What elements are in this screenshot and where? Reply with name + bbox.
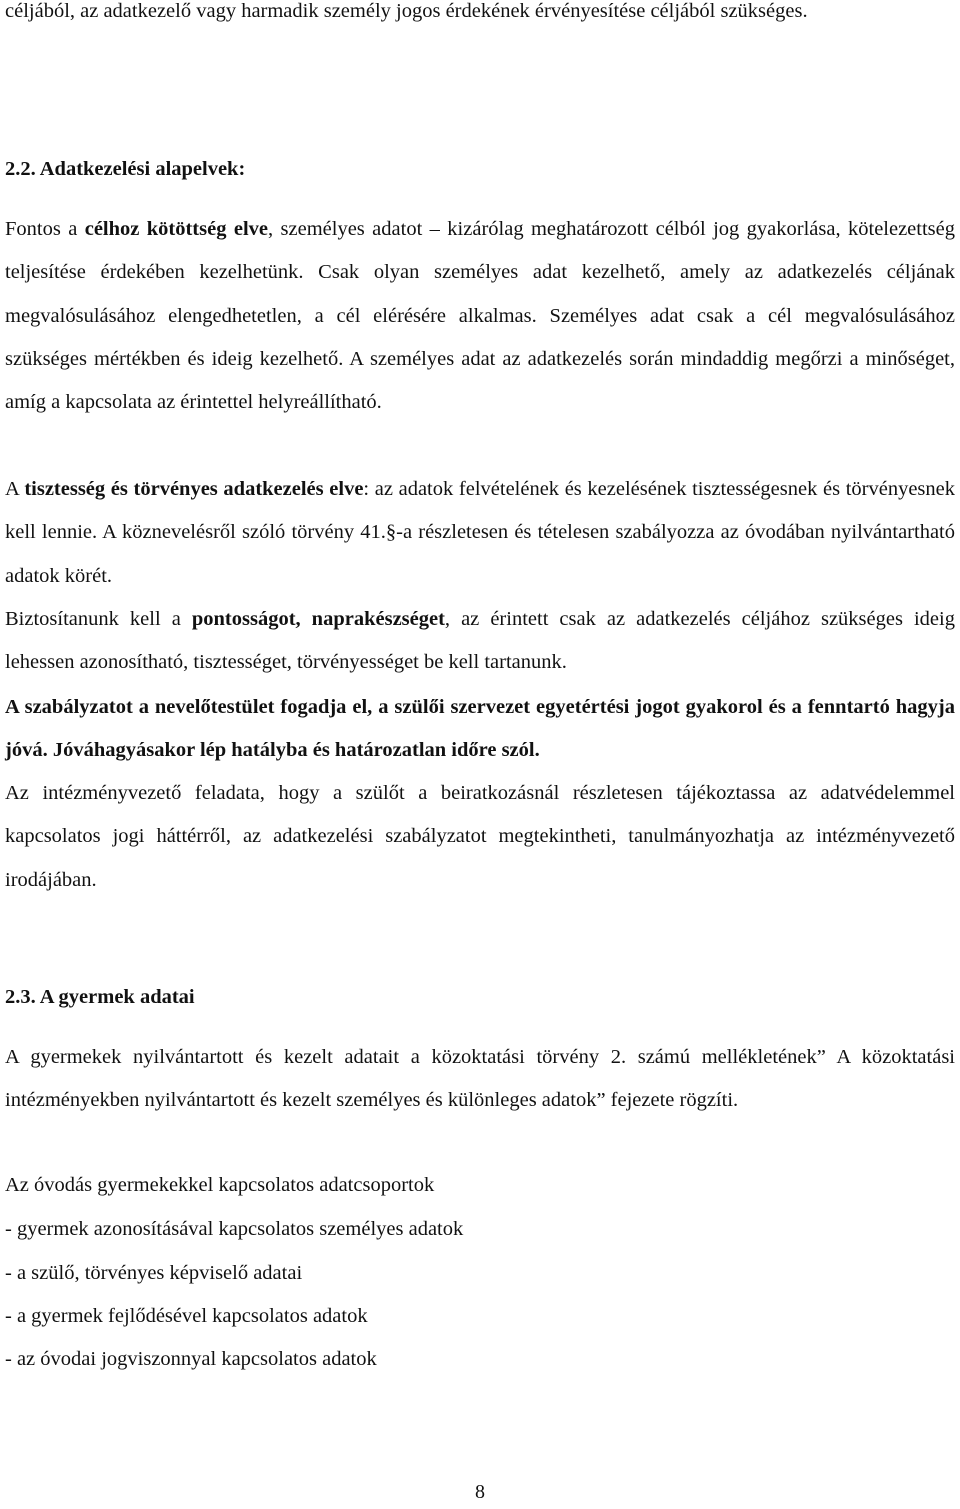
- principle-purpose-post: , személyes adatot – kizárólag meghatározott célból jog gyakorlása, kötelezettség teljesítése érdekében kezelhetünk. Csak olyan személyes adat kezelhető, amely az adatkezelés céljának megvalósulásához elengedhetetlen, a cél elérésére alkalmas. Személyes adat csak a cél megvalósulásához szükséges mértékben és ideig kezelhető. A személyes adat az adatkezelés során mindaddig megőrzi a minőséget, amíg a kapcsolata az érintettel helyreállítható.: [5, 218, 955, 414]
- list-item: - gyermek azonosításával kapcsolatos személyes adatok: [5, 1218, 464, 1240]
- list-item: - az óvodai jogviszonnyal kapcsolatos adatok: [5, 1348, 377, 1370]
- data-groups-title: Az óvodás gyermekekkel kapcsolatos adatcsoportok: [5, 1174, 435, 1196]
- approval-paragraph: A szabályzatot a nevelőtestület fogadja el, a szülői szervezet egyetértési jogot gyakorol és a fenntartó hagyja jóvá. Jóváhagyásakor lép hatályba és határozatlan időre szól.: [5, 696, 955, 762]
- principle-fairness-bold: tisztesség és törvényes adatkezelés elve: [24, 478, 364, 500]
- principle-fairness-paragraph: [5, 468, 955, 598]
- principle-purpose-paragraph: [5, 208, 955, 424]
- principle-accuracy-post: , az érintett csak az adatkezelés céljához szükséges ideig lehessen azonosítható, tisztességet, törvényességet be kell tartanunk.: [5, 608, 955, 674]
- page-number: 8: [475, 1481, 485, 1503]
- director-duty-paragraph: Az intézményvezető feladata, hogy a szülőt a beiratkozásnál részletesen tájékoztassa az adatvédelemmel kapcsolatos jogi háttérről, az adatkezelési szabályzatot megtekintheti, tanulmányozhatja az intézményvezető irodájában.: [5, 782, 955, 891]
- intro-paragraph: céljából, az adatkezelő vagy harmadik személy jogos érdekének érvényesítése céljából szükséges.: [5, 0, 808, 22]
- principle-accuracy-bold: pontosságot, naprakészséget: [191, 608, 445, 630]
- section-heading-2-3: 2.3. A gyermek adatai: [5, 986, 195, 1008]
- list-item: - a gyermek fejlődésével kapcsolatos adatok: [5, 1305, 368, 1327]
- principle-purpose-bold: célhoz kötöttség elve: [84, 218, 269, 240]
- principle-fairness-pre: A: [5, 478, 25, 500]
- principle-purpose-pre: Fontos a: [5, 218, 85, 240]
- principle-accuracy-paragraph: [5, 598, 955, 685]
- child-data-paragraph: A gyermekek nyilvántartott és kezelt adatait a közoktatási törvény 2. számú mellékletének” A közoktatási intézményekben nyilvántartott és kezelt személyes és különleges adatok” fejezete rögzíti.: [5, 1046, 955, 1112]
- principle-accuracy-pre: Biztosítanunk kell a: [5, 608, 192, 630]
- section-heading-2-2: 2.2. Adatkezelési alapelvek:: [5, 158, 246, 180]
- principle-fairness-post: : az adatok felvételének és kezelésének tisztességesnek és törvényesnek kell lennie. A köznevelésről szóló törvény 41.§-a részletesen és tételesen szabályozza az óvodában nyilvántartható adatok körét.: [5, 478, 955, 587]
- list-item: - a szülő, törvényes képviselő adatai: [5, 1262, 303, 1284]
